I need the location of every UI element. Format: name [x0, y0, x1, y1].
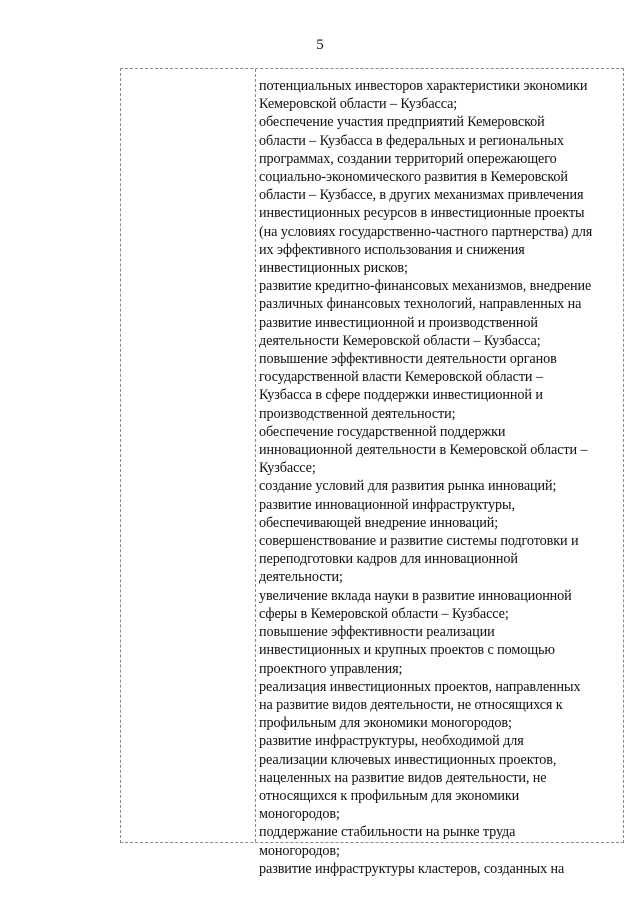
page-number: 5 [316, 37, 324, 53]
table-left-column [121, 69, 256, 842]
text-line: на развитие видов деятельности, не относящихся к [259, 696, 563, 713]
document-table [120, 68, 624, 877]
text-line: переподготовки кадров для инновационной [259, 551, 518, 568]
text-line: программах, создании территорий опережающего [259, 150, 557, 167]
text-line: области – Кузбассе, в других механизмах привлечения [259, 187, 584, 204]
text-line: социально-экономического развития в Кемеровской [259, 169, 568, 186]
text-line: профильным для экономики моногородов; [259, 715, 512, 732]
text-line: поддержание стабильности на рынке труда [259, 824, 516, 841]
text-line: развитие инфраструктуры, необходимой для [259, 733, 524, 750]
text-line: потенциальных инвесторов характеристики экономики [259, 78, 588, 94]
text-line: реализации ключевых инвестиционных проектов, [259, 751, 557, 768]
text-line: обеспечение государственной поддержки [259, 423, 506, 440]
text-line: их эффективного использования и снижения [259, 241, 525, 258]
text-line: нацеленных на развитие видов деятельности, не [259, 769, 547, 786]
text-line: Кузбасса в сфере поддержки инвестиционной и [259, 387, 543, 404]
text-line: различных финансовых технологий, направленных на [259, 296, 582, 313]
table-right-column [256, 69, 623, 877]
text-line: реализация инвестиционных проектов, направленных [259, 678, 581, 695]
text-line: области – Кузбасса в федеральных и региональных [259, 132, 564, 149]
text-line: моногородов; [259, 806, 340, 823]
text-line: инвестиционных рисков; [259, 260, 408, 277]
text-line: повышение эффективности деятельности органов [259, 351, 557, 368]
text-line: развитие инновационной инфраструктуры, [259, 496, 515, 513]
text-line: деятельности; [259, 569, 343, 586]
text-line: проектного управления; [259, 660, 403, 677]
text-line: совершенствование и развитие системы подготовки и [259, 533, 579, 550]
text-line: инвестиционных ресурсов в инвестиционные проекты [259, 205, 585, 222]
text-line: инновационной деятельности в Кемеровской области – [259, 442, 588, 459]
text-line: (на условиях государственно-частного партнерства) для [259, 223, 593, 240]
text-line: повышение эффективности реализации [259, 624, 495, 641]
text-line: производственной деятельности; [259, 405, 456, 422]
text-line: деятельности Кемеровской области – Кузбасса; [259, 332, 541, 349]
text-line: инвестиционных и крупных проектов с помощью [259, 642, 555, 659]
text-line: моногородов; [259, 842, 340, 859]
text-line: обеспечивающей внедрение инноваций; [259, 514, 499, 531]
text-line: сферы в Кемеровской области – Кузбассе; [259, 605, 509, 622]
text-line: развитие кредитно-финансовых механизмов, внедрение [259, 278, 592, 295]
text-line: государственной власти Кемеровской области – [259, 369, 543, 386]
text-line: развитие инвестиционной и производственной [259, 314, 538, 331]
text-line: обеспечение участия предприятий Кемеровской [259, 114, 545, 131]
text-line: развитие инфраструктуры кластеров, созданных на [259, 860, 565, 877]
text-line: создание условий для развития рынка инноваций; [259, 478, 557, 495]
text-line: Кузбассе; [259, 460, 316, 477]
text-line: увеличение вклада науки в развитие инновационной [259, 587, 572, 604]
text-line: Кемеровской области – Кузбасса; [259, 96, 458, 113]
text-line: относящихся к профильным для экономики [259, 787, 520, 804]
